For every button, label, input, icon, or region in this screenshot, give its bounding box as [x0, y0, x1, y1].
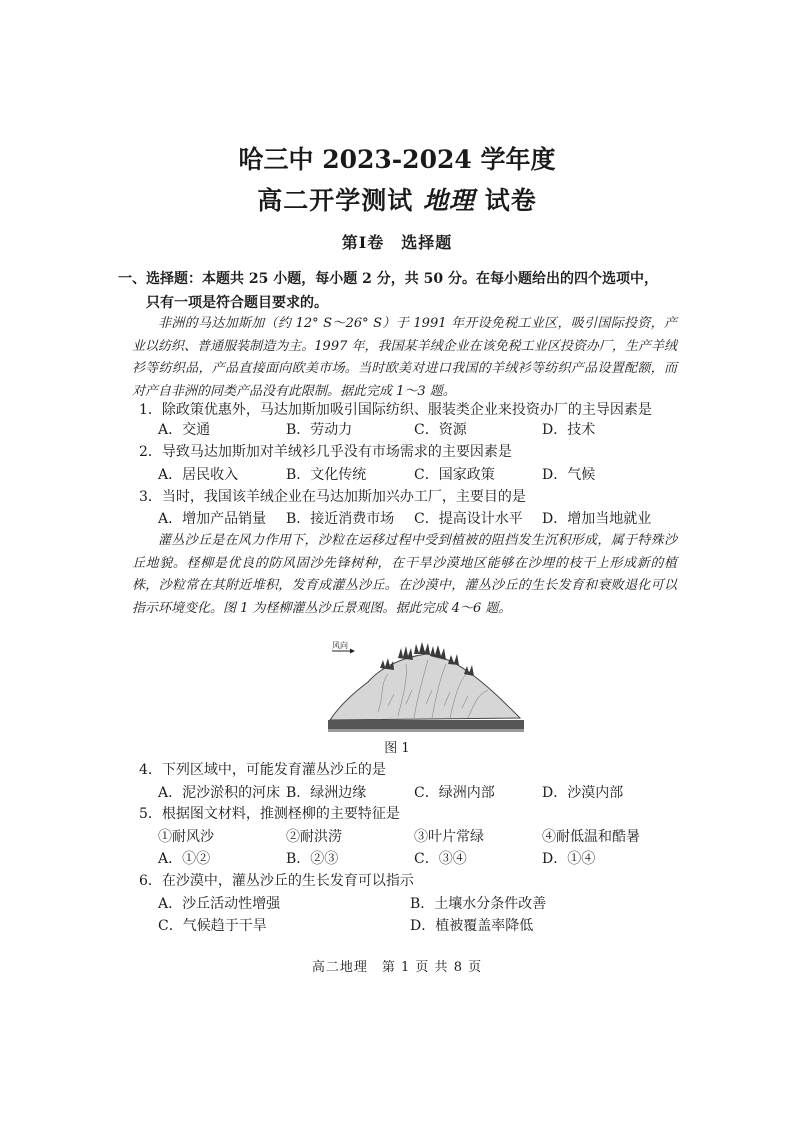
volume-heading: 第Ⅰ卷 选择题	[341, 233, 453, 252]
q4-option-d: D．沙漠内部	[542, 785, 624, 801]
q5-option-b: B．②③	[286, 851, 339, 867]
question-5: 5．根据图文材料，推测柽柳的主要特征是	[139, 806, 400, 822]
q5-statement-2: ②耐洪涝	[286, 829, 342, 845]
shrub-dune-figure	[328, 634, 524, 734]
question-4-options	[158, 782, 678, 804]
q3-option-a: A．增加产品销量	[158, 511, 267, 527]
q4-option-a: A．泥沙淤积的河床	[158, 785, 281, 801]
q3-option-c: C．提高设计水平	[414, 511, 523, 527]
q5-option-d: D．①④	[542, 851, 596, 867]
q5-option-a: A．①②	[158, 851, 211, 867]
wind-direction-label: 风向	[332, 641, 348, 650]
question-2: 2．导致马达加斯加对羊绒衫几乎没有市场需求的主要因素是	[139, 444, 512, 460]
q3-option-b: B．接近消费市场	[286, 511, 395, 527]
ground-shadow	[328, 729, 524, 732]
question-5-statements	[158, 826, 678, 848]
section-line1: 一、选择题：本题共 25 小题，每小题 2 分，共 50 分。在每小题给出的四个选项中，	[118, 271, 658, 287]
q5-option-c: C．③④	[414, 851, 467, 867]
question-4: 4．下列区域中，可能发育灌丛沙丘的是	[139, 762, 386, 778]
question-1: 1．除政策优惠外，马达加斯加吸引国际纺织、服装类企业来投资办厂的主导因素是	[139, 402, 652, 418]
dune-mound	[330, 654, 520, 720]
title-prefix: 高二开学测试	[257, 186, 414, 215]
section-instructions	[118, 267, 678, 315]
q4-option-c: C．绿洲内部	[414, 785, 495, 801]
question-2-options	[158, 464, 678, 486]
question-1-options	[158, 419, 678, 441]
question-5-options	[158, 848, 678, 870]
ground-layer	[328, 720, 524, 729]
q6-option-b: B．土壤水分条件改善	[410, 896, 547, 912]
section-line2: 只有一项是符合题目要求的。	[146, 295, 328, 311]
passage-madagascar: 非洲的马达加斯加（约 12° S～26° S）于 1991 年开设免税工业区，吸引国际投资，产业以纺织、普通服装制造为主。1997 年，我国某羊绒企业在该免税工业区投资办厂，生产羊绒衫等纺织品，产品直接面向欧美市场。当时欧美对进口我国的羊绒衫等纺织产品设置配额，而对产自非洲的同类产品没有此限制。据此完成 1～3 题。	[132, 316, 677, 399]
question-3-options	[158, 508, 678, 530]
q6-option-a: A．沙丘活动性增强	[158, 896, 281, 912]
q3-option-d: D．增加当地就业	[542, 511, 652, 527]
q5-statement-3: ③叶片常绿	[414, 829, 484, 845]
q2-option-d: D．气候	[542, 467, 596, 483]
q5-statement-4: ④耐低温和酷暑	[542, 829, 640, 845]
title-suffix: 试卷	[484, 186, 537, 215]
figure-caption: 图 1	[384, 741, 410, 756]
title-subject: 地理	[422, 186, 475, 215]
q2-option-a: A．居民收入	[158, 467, 239, 483]
page-footer: 高二地理 第 1 页 共 8 页	[311, 960, 483, 975]
q2-option-c: C．国家政策	[414, 467, 495, 483]
q5-statement-1: ①耐风沙	[158, 829, 214, 845]
question-6-options-row1	[158, 893, 678, 915]
q1-option-c: C．资源	[414, 422, 467, 438]
q1-option-b: B．劳动力	[286, 422, 353, 438]
q6-option-c: C．气候趋于干旱	[158, 918, 267, 934]
exam-title-line1: 哈三中 2023-2024 学年度	[238, 145, 556, 174]
exam-title-line2	[0, 181, 794, 217]
question-3: 3．当时，我国该羊绒企业在马达加斯加兴办工厂，主要目的是	[139, 489, 526, 505]
passage-shrub-dune: 灌丛沙丘是在风力作用下，沙粒在运移过程中受到植被的阻挡发生沉积形成，属于特殊沙丘地貌。柽柳是优良的防风固沙先锋树种，在干旱沙漠地区能够在沙埋的枝干上形成新的植株，沙粒常在其附近堆积，发育成灌丛沙丘。在沙漠中，灌丛沙丘的生长发育和衰败退化可以指示环境变化。图 1 为柽柳灌丛沙丘景观图。据此完成 4～6 题。	[132, 533, 677, 616]
q4-option-b: B．绿洲边缘	[286, 785, 367, 801]
question-6: 6．在沙漠中，灌丛沙丘的生长发育可以指示	[139, 873, 414, 889]
q2-option-b: B．文化传统	[286, 467, 367, 483]
q1-option-d: D．技术	[542, 422, 596, 438]
q1-option-a: A．交通	[158, 422, 211, 438]
q6-option-d: D．植被覆盖率降低	[410, 918, 534, 934]
question-6-options-row2	[158, 915, 678, 937]
